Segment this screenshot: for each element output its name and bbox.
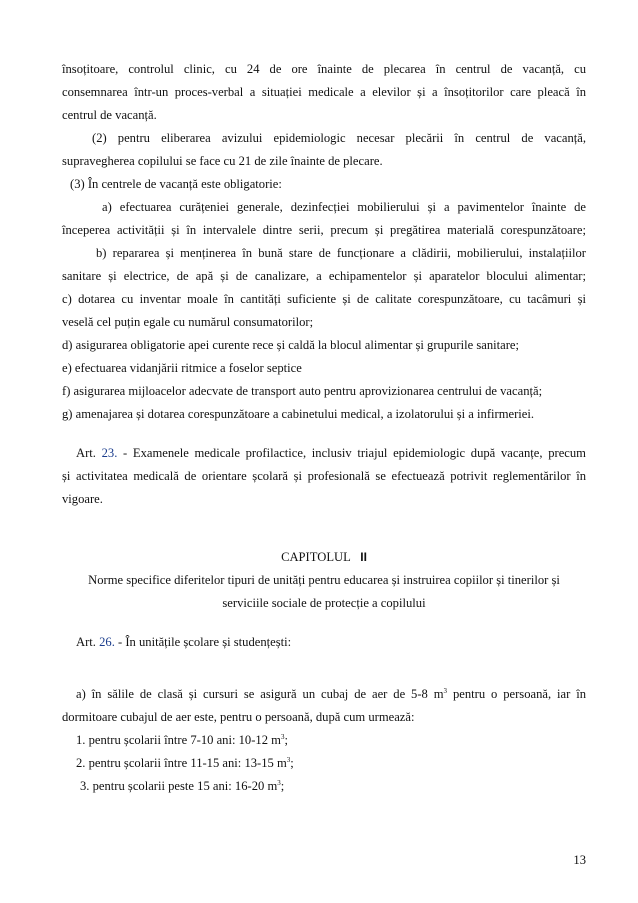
list-item: b) repararea și menținerea în bună stare de funcționare a clădirii, mobilierului, instalațiilor [96, 246, 586, 260]
article-text: - Examenele medicale profilactice, inclusiv triajul epidemiologic după vacanțe, precum [117, 446, 586, 460]
paragraph-line: centrul de vacanță. [62, 108, 157, 122]
list-item-text: 1. pentru școlarii între 7-10 ani: 10-12 m [76, 733, 281, 747]
article-number: 23. [101, 446, 118, 460]
superscript: 3 [443, 687, 448, 695]
superscript: 3 [277, 779, 281, 787]
chapter-heading [62, 549, 586, 565]
list-item [76, 755, 586, 771]
list-item: f) asigurarea mijloacelor adecvate de transport auto pentru aprovizionarea centrului de vacanță; [62, 384, 543, 398]
superscript: 3 [280, 733, 285, 741]
page-number: 13 [573, 853, 586, 867]
list-item: g) amenajarea și dotarea corespunzătoare a cabinetului medical, a izolatorului și a infirmeriei. [62, 407, 535, 421]
list-item-text: pentru o persoană, iar în [447, 687, 586, 701]
list-item-text: ; [284, 733, 288, 747]
paragraph-line: vigoare. [62, 492, 103, 506]
paragraph-line: dormitoare cubajul de aer este, pentru o persoană, după cum urmează: [62, 710, 415, 724]
paragraph-line: veselă cel puțin egale cu numărul consumatorilor; [62, 315, 314, 329]
list-item: e) efectuarea vidanjării ritmice a foselor septice [62, 361, 302, 375]
paragraph-line: însoțitoare, controlul clinic, cu 24 de ore înainte de plecarea în centrul de vacanță, cu [62, 62, 586, 76]
paragraph-line: și activitatea medicală de orientare școlară și profesională se efectuează potrivit reglementărilor în [62, 469, 586, 483]
paragraph-line: începerea activității și în intervalele dintre serii, precum și pregătirea materială corespunzătoare; [62, 223, 586, 237]
article-number: 26. [99, 635, 115, 649]
paragraph-line: supravegherea copilului se face cu 21 de zile înainte de plecare. [62, 154, 383, 168]
chapter-roman-numeral: II [360, 550, 367, 564]
article-prefix: Art. [76, 635, 100, 649]
chapter-title: Norme specifice diferitelor tipuri de unități pentru educarea și instruirea copiilor și tinerilor și [88, 573, 560, 587]
paragraph-line: (3) În centrele de vacanță este obligatorie: [70, 177, 282, 191]
list-item-text: 2. pentru școlarii între 11-15 ani: 13-15 m [76, 756, 287, 770]
list-item: a) efectuarea curățeniei generale, dezinfecției mobilierului și a pavimentelor înainte de [102, 200, 586, 214]
paragraph-line: (2) pentru eliberarea avizului epidemiologic necesar plecării în centrul de vacanță, [92, 131, 586, 145]
list-item-text: ; [290, 756, 294, 770]
list-item: c) dotarea cu inventar moale în cantități suficiente și de calitate corespunzătoare, cu tacâmuri și [62, 292, 586, 306]
article-text: - În unitățile școlare și studențești: [114, 635, 292, 649]
paragraph-line: sanitare și electrice, de apă și de canalizare, a echipamentelor și aparatelor blocului alimentar; [62, 269, 586, 283]
article-prefix: Art. [76, 446, 102, 460]
list-item-text: 3. pentru școlarii peste 15 ani: 16-20 m [80, 779, 278, 793]
list-item: d) asigurarea obligatorie apei curente rece și caldă la blocul alimentar și grupurile sanitare; [62, 338, 520, 352]
list-item-text: ; [280, 779, 285, 793]
article-23-line [76, 445, 586, 461]
superscript: 3 [286, 756, 291, 764]
list-item [76, 686, 586, 702]
chapter-title: serviciile sociale de protecție a copilului [222, 596, 426, 610]
article-26-line [76, 634, 586, 650]
list-item [76, 732, 586, 748]
chapter-label: CAPITOLUL [281, 550, 351, 564]
paragraph-line: consemnarea într-un proces-verbal a situației medicale a elevilor și a însoțitorilor care pleacă în [62, 85, 586, 99]
list-item [80, 778, 586, 794]
list-item-text: a) în sălile de clasă și cursuri se asigură un cubaj de aer de 5-8 m [76, 687, 444, 701]
